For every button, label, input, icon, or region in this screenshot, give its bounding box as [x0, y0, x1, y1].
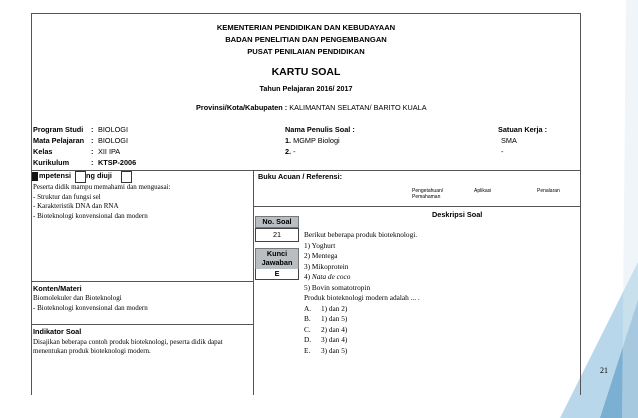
subject-value: BIOLOGI — [98, 136, 129, 145]
option-a-text: 1) dan 2) — [321, 303, 348, 313]
unit-1: SMA — [501, 136, 517, 145]
right-divider-buku — [253, 206, 581, 207]
deskripsi-label: Deskripsi Soal — [432, 210, 483, 219]
option-e-text: 3) dan 5) — [321, 345, 348, 355]
main-grid-divider — [253, 170, 254, 395]
buku-label: Buku Acuan / Referensi: — [258, 172, 343, 181]
page-title: KARTU SOAL — [271, 66, 341, 78]
class-row — [33, 147, 263, 158]
product-3-num: 3) — [304, 261, 311, 271]
program-row — [33, 125, 263, 136]
option-d-text: 3) dan 4) — [321, 335, 348, 344]
option-d — [304, 335, 574, 346]
curriculum-row — [33, 158, 263, 169]
info-left — [33, 125, 263, 169]
subject-row — [33, 136, 263, 147]
option-b-text: 1) dan 5) — [321, 314, 348, 323]
kompetensi-item-1: - Struktur dan fungsi sel — [33, 192, 101, 201]
option-e — [304, 346, 574, 357]
no-soal-value: 21 — [255, 228, 299, 242]
indikator-label: Indikator Soal — [33, 327, 82, 336]
academic-year: Tahun Pelajaran 2016/ 2017 — [259, 84, 353, 93]
product-5 — [304, 283, 574, 294]
header-ministry: KEMENTERIAN PENDIDIKAN DAN KEBUDAYAAN — [216, 23, 396, 32]
curriculum-label: Kurikulum — [33, 158, 70, 167]
kunci-label-line-2: Jawaban — [261, 258, 293, 268]
program-label: Program Studi — [33, 125, 84, 134]
header-center: PUSAT PENILAIAN PENDIDIKAN — [247, 47, 365, 56]
option-b-letter: B. — [304, 314, 311, 323]
kompetensi-intro: Peserta didik mampu memahami dan menguasai: — [33, 183, 171, 191]
class-label: Kelas — [33, 147, 53, 156]
writer-label: Nama Penulis Soal : — [285, 125, 355, 134]
level-pengetahuan: Pengetahuan/ Pemahaman — [412, 188, 444, 200]
product-1-text: Yoghurt — [311, 240, 336, 250]
province-label: Provinsi/Kota/Kabupaten : — [196, 103, 288, 112]
main-grid-top — [31, 170, 581, 171]
page-number: 21 — [600, 366, 608, 375]
writer-1-value: MGMP Biologi — [293, 136, 340, 145]
option-d-letter: D. — [304, 335, 312, 344]
kunci-value: E — [255, 269, 299, 280]
left-divider-2 — [31, 324, 253, 325]
indikator-text: Disajikan beberapa contoh produk bioteknologi, peserta didik dapat menentukan produk bioteknologi modern. — [33, 338, 223, 355]
option-c-letter: C. — [304, 324, 311, 334]
product-3-text: Mikoprotein — [311, 261, 349, 271]
level-penalaran: Penalaran — [537, 188, 560, 194]
product-2-num: 2) — [304, 251, 311, 260]
subject-sep: : — [91, 136, 94, 145]
kunci-label — [255, 248, 299, 270]
class-sep: : — [91, 147, 94, 156]
writer-1-row — [285, 136, 485, 147]
konten-line-1: Biomolekuler dan Bioteknologi — [33, 294, 122, 302]
program-value: BIOLOGI — [98, 125, 129, 134]
product-2-text: Mentega — [311, 251, 338, 260]
program-sep: : — [91, 125, 94, 134]
no-soal-label: No. Soal — [255, 216, 299, 228]
option-b — [304, 314, 574, 325]
writer-1-num: 1. — [285, 136, 292, 145]
product-5-text: Bovin somatotropin — [311, 282, 371, 292]
checkbox-marker-2 — [121, 171, 132, 183]
product-4-num: 4) — [304, 272, 311, 281]
unit-block — [498, 125, 578, 158]
curriculum-sep: : — [91, 158, 94, 167]
kompetensi-label-b: ng diuji — [86, 171, 112, 180]
option-a-letter: A. — [304, 303, 312, 313]
kunci-label-line-1: Kunci — [266, 249, 288, 258]
checkbox-marker-filled — [32, 172, 38, 181]
writer-2-num: 2. — [285, 147, 292, 156]
curriculum-value: KTSP-2006 — [98, 158, 137, 167]
question-stem: Berikut beberapa produk bioteknologi. — [304, 230, 418, 239]
product-2 — [304, 251, 574, 262]
konten-label: Konten/Materi — [33, 284, 82, 293]
form-border-top — [31, 13, 581, 14]
konten-line-2: - Bioteknologi konvensional dan modern — [33, 304, 148, 312]
product-4-text: Nata de coco — [311, 272, 351, 281]
product-4 — [304, 272, 574, 283]
option-e-letter: E. — [304, 345, 311, 355]
product-1-num: 1) — [304, 240, 311, 250]
level-aplikasi: Aplikasi — [474, 188, 492, 194]
unit-label: Satuan Kerja : — [498, 125, 548, 134]
question-prompt: Produk bioteknologi modern adalah ... . — [304, 293, 420, 302]
kompetensi-item-2: - Karakteristik DNA dan RNA — [33, 202, 119, 210]
product-1 — [304, 241, 574, 252]
kompetensi-label-a: mpetensi — [39, 171, 72, 180]
writer-2-value: - — [293, 147, 296, 156]
class-value: XII IPA — [98, 147, 121, 156]
kompetensi-body — [33, 183, 251, 221]
writer-2-row — [285, 147, 485, 158]
left-divider-1 — [31, 281, 253, 282]
writer-block — [285, 125, 485, 158]
header-agency: BADAN PENELITIAN DAN PENGEMBANGAN — [225, 35, 387, 44]
subject-label: Mata Pelajaran — [33, 136, 85, 145]
option-c-text: 2) dan 4) — [321, 324, 348, 334]
product-5-num: 5) — [304, 282, 311, 292]
province-row — [196, 103, 427, 112]
unit-2: - — [501, 147, 504, 156]
option-c — [304, 325, 574, 336]
checkbox-marker-1 — [75, 171, 86, 183]
question-body — [304, 230, 574, 356]
kompetensi-item-3: - Bioteknologi konvensional dan modern — [33, 211, 148, 220]
option-a — [304, 304, 574, 315]
province-value: KALIMANTAN SELATAN/ BARITO KUALA — [289, 103, 427, 112]
product-3 — [304, 262, 574, 273]
